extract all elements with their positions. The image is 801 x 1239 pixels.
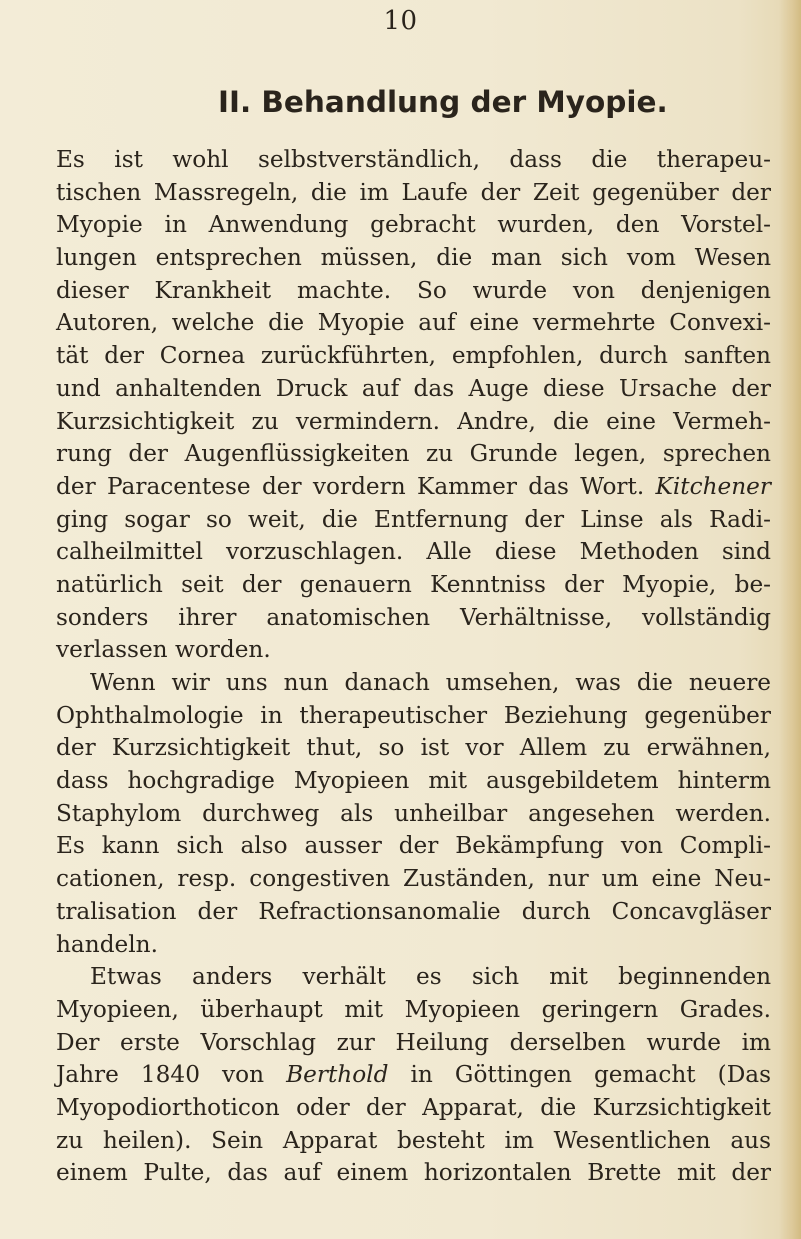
- text-line: handeln.: [56, 930, 158, 958]
- text-line: dass hochgradige Myopieen mit ausgebildetem hinterm: [56, 767, 771, 795]
- text-line: zu heilen). Sein Apparat besteht im Wesentlichen aus: [56, 1126, 771, 1154]
- section-heading: II. Behandlung der Myopie.: [218, 85, 668, 119]
- text-line: Ophthalmologie in therapeutischer Beziehung gegenüber: [56, 701, 771, 729]
- text-line: Es ist wohl selbstverständlich, dass die therapeu-: [56, 146, 771, 173]
- text-segment: der Paracentese der vordern Kammer das Wort.: [56, 472, 645, 500]
- text-line: Etwas anders verhält es sich mit beginnenden: [90, 963, 771, 991]
- text-line: ging sogar so weit, die Entfernung der Linse als Radi-: [56, 505, 771, 533]
- text-line: Staphylom durchweg als unheilbar angesehen werden.: [56, 799, 771, 827]
- author-name-berthold: Berthold: [286, 1061, 389, 1089]
- text-line: calheilmittel vorzuschlagen. Alle diese Methoden sind: [56, 538, 771, 566]
- text-line: Myopodiorthoticon oder der Apparat, die Kurzsichtigkeit: [56, 1093, 771, 1121]
- text-line: lungen entsprechen müssen, die man sich vom Wesen: [56, 244, 771, 272]
- text-line: und anhaltenden Druck auf das Auge diese Ursache der: [56, 374, 771, 402]
- text-line: Myopie in Anwendung gebracht wurden, den Vorstel-: [56, 211, 771, 239]
- text-line: Autoren, welche die Myopie auf eine vermehrte Convexi-: [56, 309, 771, 337]
- text-line: rung der Augenflüssigkeiten zu Grunde legen, sprechen: [56, 440, 771, 468]
- body-text: [56, 144, 771, 1190]
- author-name-kitchener: Kitchener: [655, 472, 771, 500]
- text-line: tät der Cornea zurückführten, empfohlen, durch sanften: [56, 342, 771, 370]
- text-line: dieser Krankheit machte. So wurde von denjenigen: [56, 276, 771, 304]
- page-number: 10: [383, 6, 418, 36]
- text-line: einem Pulte, das auf einem horizontalen Brette mit der: [56, 1159, 771, 1187]
- text-line: natürlich seit der genauern Kenntniss der Myopie, be-: [56, 570, 771, 598]
- text-segment: Jahre 1840 von: [56, 1061, 265, 1089]
- text-segment: in Göttingen gemacht (Das: [410, 1061, 772, 1089]
- page-edge-shadow: [779, 0, 801, 1239]
- text-line: tischen Massregeln, die im Laufe der Zeit gegenüber der: [56, 178, 771, 206]
- text-line: cationen, resp. congestiven Zuständen, nur um eine Neu-: [56, 865, 771, 893]
- text-line: Myopieen, überhaupt mit Myopieen geringern Grades.: [56, 995, 771, 1023]
- text-line: Der erste Vorschlag zur Heilung derselben wurde im: [56, 1028, 771, 1056]
- text-line: Kurzsichtigkeit zu vermindern. Andre, die eine Vermeh-: [56, 407, 771, 435]
- text-line: [56, 1059, 771, 1092]
- text-line: tralisation der Refractionsanomalie durch Concavgläser: [56, 897, 771, 925]
- text-line: verlassen worden.: [56, 636, 271, 664]
- text-line: Es kann sich also ausser der Bekämpfung von Compli-: [56, 832, 771, 860]
- text-line: [56, 471, 771, 504]
- text-line: der Kurzsichtigkeit thut, so ist vor Allem zu erwähnen,: [56, 734, 771, 762]
- text-line: sonders ihrer anatomischen Verhältnisse, vollständig: [56, 603, 771, 631]
- text-line: Wenn wir uns nun danach umsehen, was die neuere: [90, 669, 771, 696]
